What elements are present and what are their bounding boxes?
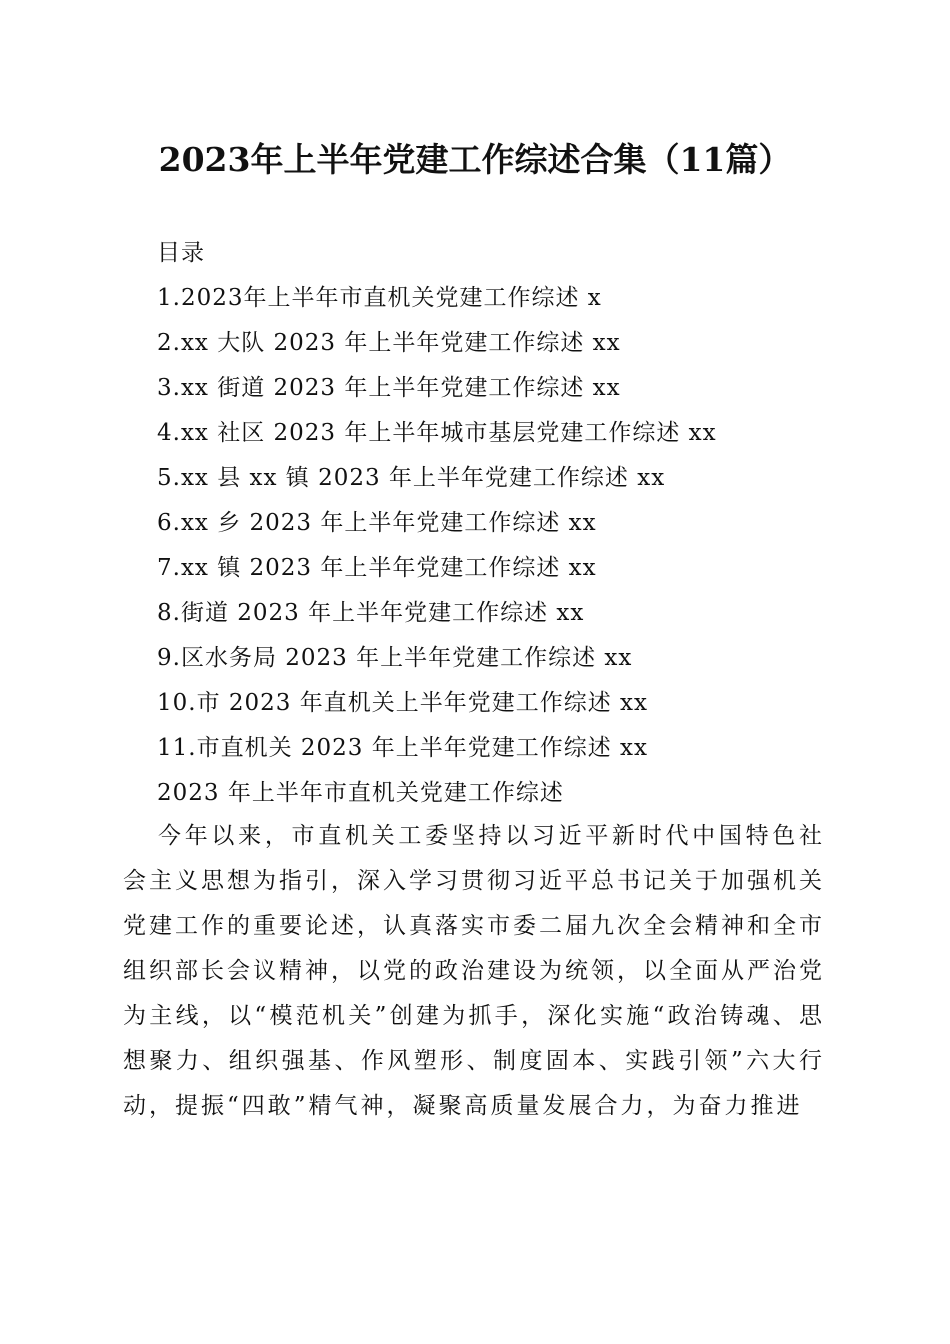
toc-item: 9.区水务局 2023 年上半年党建工作综述 xx [157,645,633,671]
toc-item: 6.xx 乡 2023 年上半年党建工作综述 xx [157,510,597,536]
toc-item: 4.xx 社区 2023 年上半年城市基层党建工作综述 xx [157,420,717,446]
toc-item: 3.xx 街道 2023 年上半年党建工作综述 xx [157,375,621,401]
body-paragraph: 今年以来，市直机关工委坚持以习近平新时代中国特色社会主义思想为指引，深入学习贯彻习近平总书记关于加强机关党建工作的重要论述，认真落实市委二届九次全会精神和全市组织部长会议精神，以党的政治建设为统领，以全面从严治党为主线，以“模范机关”创建为抓手，深化实施“政治铸魂、思想聚力、组织强基、作风塑形、制度固本、实践引领”六大行动，提振“四敢”精气神，凝聚高质量发展合力，为奋力推进 [123,823,825,1119]
toc-item: 7.xx 镇 2023 年上半年党建工作综述 xx [157,555,597,581]
toc-item: 5.xx 县 xx 镇 2023 年上半年党建工作综述 xx [157,465,666,491]
document-title: 2023年上半年党建工作综述合集（11篇） [158,140,792,179]
toc-item: 10.市 2023 年直机关上半年党建工作综述 xx [157,690,648,716]
toc-heading: 目录 [157,240,205,266]
toc-item: 11.市直机关 2023 年上半年党建工作综述 xx [157,735,648,761]
toc-item: 8.街道 2023 年上半年党建工作综述 xx [157,600,585,626]
toc-item: 2.xx 大队 2023 年上半年党建工作综述 xx [157,330,621,356]
table-of-contents [157,231,717,816]
section-heading: 2023 年上半年市直机关党建工作综述 [157,780,564,806]
toc-item: 1.2023年上半年市直机关党建工作综述 x [157,285,602,311]
